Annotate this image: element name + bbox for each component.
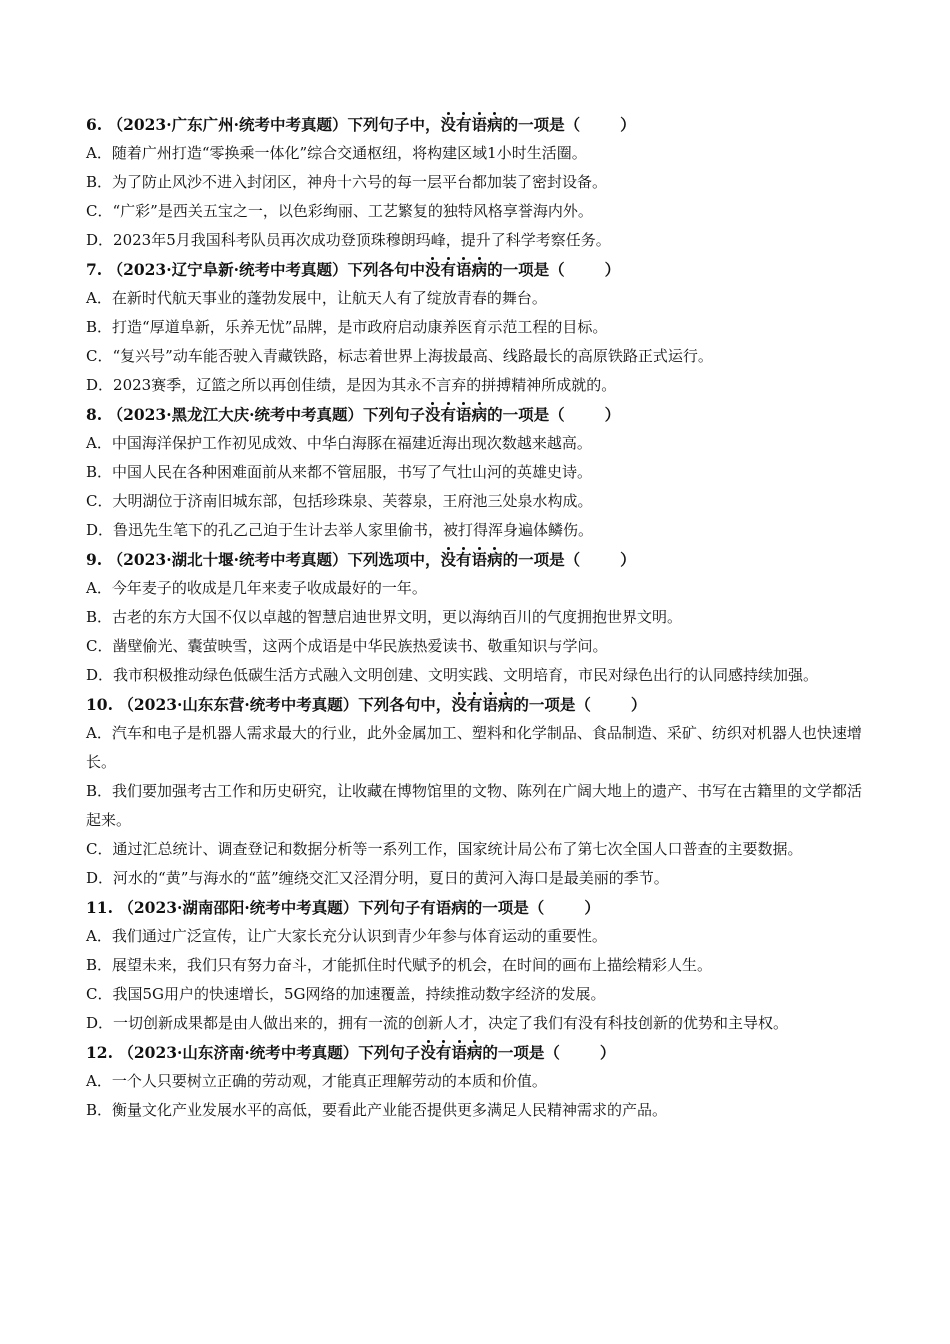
emphasis-dot-char: 没 [440, 550, 457, 569]
emphasis-dot-char: 没 [440, 115, 457, 134]
option-c: C．我国5G用户的快速增长，5G网络的加速覆盖，持续推动数字经济的发展。 [86, 985, 606, 1003]
emphasis-dot-char: 语 [451, 1043, 467, 1062]
question-stem-end: 的一项是（ [513, 695, 591, 714]
question-title [86, 110, 866, 139]
option-c: C．凿壁偷光、囊萤映雪，这两个成语是中华民族热爱读书、敬重知识与学问。 [86, 637, 608, 655]
emphasis-dot-char: 语 [471, 115, 488, 134]
option-a: A．汽车和电子是机器人需求最大的行业，此外金属加工、塑料和化学制品、食品制造、采矿、纺织对机器人也快速增长。 [86, 724, 862, 771]
emphasis-dot-char: 没 [425, 260, 441, 279]
emphasis-dot-char: 病 [487, 115, 503, 134]
question-stem-end: 的一项是（ [487, 405, 565, 424]
option-b: B．古老的东方大国不仅以卓越的智慧启迪世界文明，更以海纳百川的气度拥抱世界文明。 [86, 608, 683, 626]
question-title [86, 1038, 866, 1067]
option-a: A．今年麦子的收成是几年来麦子收成最好的一年。 [86, 579, 427, 597]
question-title [86, 255, 866, 284]
emphasis-dot-char: 病 [471, 260, 488, 279]
answer-bracket-close: ） [599, 1043, 616, 1062]
emphasis-dot-char: 没 [451, 695, 467, 714]
option-c: C．通过汇总统计、调查登记和数据分析等一系列工作，国家统计局公布了第七次全国人口普查的主要数据。 [86, 840, 803, 858]
emphasis-dot-char: 有 [466, 695, 483, 714]
emphasis-dot-char: 有 [440, 405, 457, 424]
answer-bracket-close: ） [584, 898, 600, 917]
option-d: D．2023赛季，辽篮之所以再创佳绩，是因为其永不言弃的拼搏精神所成就的。 [86, 376, 617, 394]
question-number: 11. [86, 898, 119, 917]
option-c: C．大明湖位于济南旧城东部，包括珍珠泉、芙蓉泉，王府池三处泉水构成。 [86, 492, 593, 510]
option-a: A．我们通过广泛宣传，让广大家长充分认识到青少年参与体育运动的重要性。 [86, 927, 607, 945]
question-stem-end: 的一项是（ [487, 260, 565, 279]
emphasis-dot-char: 病 [497, 695, 514, 714]
emphasis-dot-char: 语 [482, 695, 498, 714]
question-stem: （2023·湖南邵阳·统考中考真题）下列句子有语病的一项是（ [118, 898, 545, 917]
question-stem-end: 的一项是（ [502, 550, 581, 569]
question-title [86, 545, 866, 574]
answer-bracket-close: ） [620, 115, 636, 134]
question-number: 9. [86, 550, 108, 569]
answer-bracket-close: ） [604, 405, 621, 424]
option-d: D．一切创新成果都是由人做出来的，拥有一流的创新人才，决定了我们有没有科技创新的优势和主导权。 [86, 1014, 789, 1032]
document-page [86, 110, 866, 1125]
option-d: D．鲁迅先生笔下的孔乙己迫于生计去举人家里偷书，被打得浑身遍体鳞伤。 [86, 521, 594, 539]
option-c: C．“广彩”是西关五宝之一，以色彩绚丽、工艺繁复的独特风格享誉海内外。 [86, 202, 593, 220]
emphasis-dot-char: 病 [471, 405, 488, 424]
answer-bracket-close: ） [604, 260, 621, 279]
question-stem: （2023·黑龙江大庆·统考中考真题）下列句子 [107, 405, 426, 424]
question-number: 12. [86, 1043, 119, 1062]
emphasis-dot-char: 语 [471, 550, 488, 569]
option-a: A．中国海洋保护工作初见成效、中华白海豚在福建近海出现次数越来越高。 [86, 434, 592, 452]
question-number: 7. [86, 260, 108, 279]
emphasis-dot-char: 没 [420, 1043, 436, 1062]
question-stem-end: 的一项是（ [502, 115, 581, 134]
option-b: B．展望未来，我们只有努力奋斗，才能抓住时代赋予的机会，在时间的画布上描绘精彩人生。 [86, 956, 713, 974]
answer-bracket-close: ） [630, 695, 647, 714]
option-b: B．为了防止风沙不进入封闭区，神舟十六号的每一层平台都加装了密封设备。 [86, 173, 608, 191]
option-a: A．随着广州打造“零换乘一体化”综合交通枢纽，将构建区域1小时生活圈。 [86, 144, 587, 162]
answer-bracket-close: ） [620, 550, 636, 569]
emphasis-dot-char: 病 [487, 550, 503, 569]
option-c: C．“复兴号”动车能否驶入青藏铁路，标志着世界上海拔最高、线路最长的高原铁路正式运行。 [86, 347, 713, 365]
emphasis-dot-char: 有 [440, 260, 457, 279]
emphasis-dot-char: 有 [435, 1043, 452, 1062]
option-d: D．2023年5月我国科考队员再次成功登顶珠穆朗玛峰，提升了科学考察任务。 [86, 231, 611, 249]
emphasis-dot-char: 病 [466, 1043, 483, 1062]
option-d: D．我市积极推动绿色低碳生活方式融入文明创建、文明实践、文明培育，市民对绿色出行的认同感持续加强。 [86, 666, 819, 684]
question-number: 8. [86, 405, 108, 424]
question-stem: （2023·广东广州·统考中考真题）下列句子中， [107, 115, 441, 134]
option-b: B．衡量文化产业发展水平的高低，要看此产业能否提供更多满足人民精神需求的产品。 [86, 1101, 668, 1119]
question-stem-end: 的一项是（ [482, 1043, 560, 1062]
option-b: B．打造“厚道阜新，乐养无忧”品牌，是市政府启动康养医育示范工程的目标。 [86, 318, 608, 336]
question-stem: （2023·山东济南·统考中考真题）下列句子 [118, 1043, 421, 1062]
emphasis-dot-char: 语 [456, 405, 472, 424]
option-d: D．河水的“黄”与海水的“蓝”缠绕交汇又泾渭分明，夏日的黄河入海口是最美丽的季节。 [86, 869, 669, 887]
option-a: A．一个人只要树立正确的劳动观，才能真正理解劳动的本质和价值。 [86, 1072, 547, 1090]
question-title [86, 893, 866, 922]
emphasis-dot-char: 有 [456, 550, 472, 569]
option-b: B．我们要加强考古工作和历史研究，让收藏在博物馆里的文物、陈列在广阔大地上的遗产、书写在古籍里的文学都活起来。 [86, 782, 863, 829]
question-title [86, 690, 866, 719]
question-stem: （2023·辽宁阜新·统考中考真题）下列各句中 [107, 260, 426, 279]
question-stem: （2023·山东东营·统考中考真题）下列各句中， [118, 695, 452, 714]
question-number: 10. [86, 695, 119, 714]
question-number: 6. [86, 115, 108, 134]
question-stem: （2023·湖北十堰·统考中考真题）下列选项中， [107, 550, 441, 569]
option-b: B．中国人民在各种困难面前从来都不管屈服，书写了气壮山河的英雄史诗。 [86, 463, 593, 481]
emphasis-dot-char: 没 [425, 405, 441, 424]
emphasis-dot-char: 有 [456, 115, 472, 134]
option-a: A．在新时代航天事业的蓬勃发展中，让航天人有了绽放青春的舞台。 [86, 289, 547, 307]
question-title [86, 400, 866, 429]
emphasis-dot-char: 语 [456, 260, 472, 279]
